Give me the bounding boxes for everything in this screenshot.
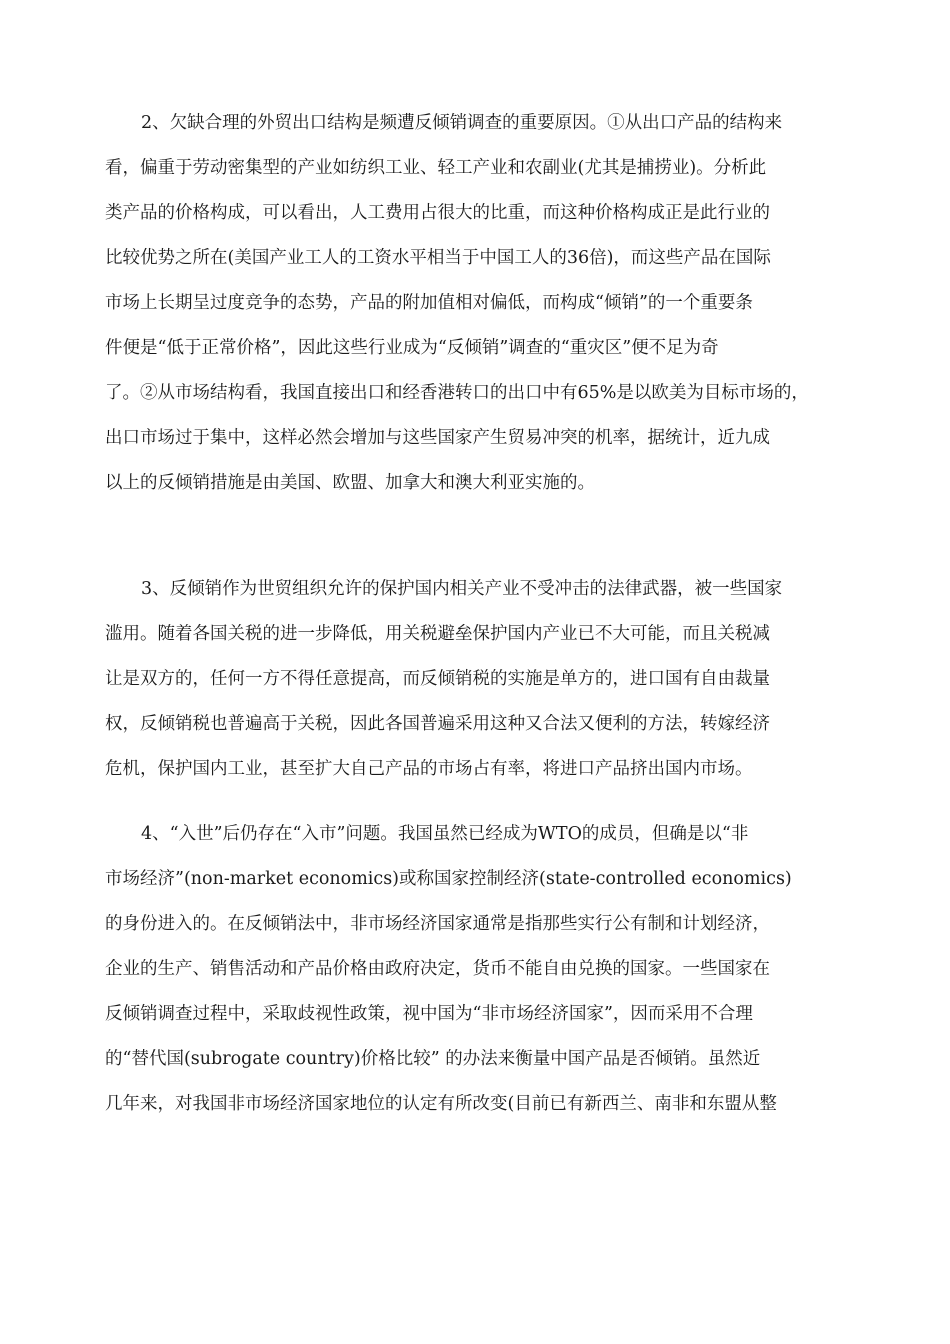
text-line: 的“替代国(subrogate country)价格比较” 的办法来衡量中国产品是否倾销。虽然近 — [105, 1049, 761, 1069]
text-line: 反倾销调查过程中，采取歧视性政策，视中国为“非市场经济国家”，因而采用不合理 — [105, 1004, 753, 1024]
text-line: 4、“入世”后仍存在“入市”问题。我国虽然已经成为WTO的成员，但确是以“非 — [141, 824, 749, 844]
text-line: 滥用。随着各国关税的进一步降低，用关税避垒保护国内产业已不大可能，而且关税减 — [105, 624, 770, 644]
text-line: 了。②从市场结构看，我国直接出口和经香港转口的出口中有65%是以欧美为目标市场的， — [105, 383, 809, 403]
paragraph-market-economy-status — [105, 812, 792, 1127]
text-line: 看，偏重于劳动密集型的产业如纺织工业、轻工产业和农副业(尤其是捕捞业)。分析此 — [105, 158, 767, 178]
text-line: 出口市场过于集中，这样必然会增加与这些国家产生贸易冲突的机率，据统计，近九成 — [105, 428, 770, 448]
text-line: 的身份进入的。在反倾销法中，非市场经济国家通常是指那些实行公有制和计划经济， — [105, 914, 770, 934]
text-line: 2、欠缺合理的外贸出口结构是频遭反倾销调查的重要原因。①从出口产品的结构来 — [141, 113, 783, 133]
text-line: 危机，保护国内工业，甚至扩大自己产品的市场占有率，将进口产品挤出国内市场。 — [105, 759, 753, 779]
text-line: 以上的反倾销措施是由美国、欧盟、加拿大和澳大利亚实施的。 — [105, 473, 595, 493]
text-line: 3、反倾销作为世贸组织允许的保护国内相关产业不受冲击的法律武器，被一些国家 — [141, 579, 783, 599]
text-line: 权，反倾销税也普遍高于关税，因此各国普遍采用这种又合法又便利的方法，转嫁经济 — [105, 714, 770, 734]
text-line: 企业的生产、销售活动和产品价格由政府决定，货币不能自由兑换的国家。一些国家在 — [105, 959, 770, 979]
paragraph-export-structure — [105, 101, 809, 506]
text-line: 几年来，对我国非市场经济国家地位的认定有所改变(目前已有新西兰、南非和东盟从整 — [105, 1094, 777, 1114]
text-line: 市场上长期呈过度竞争的态势，产品的附加值相对偏低，而构成“倾销”的一个重要条 — [105, 293, 753, 313]
paragraph-anti-dumping-abuse — [105, 567, 782, 792]
text-line: 件便是“低于正常价格”，因此这些行业成为“反倾销”调查的“重灾区”便不足为奇 — [105, 338, 719, 358]
text-line: 让是双方的，任何一方不得任意提高，而反倾销税的实施是单方的，进口国有自由裁量 — [105, 669, 770, 689]
text-line: 类产品的价格构成，可以看出，人工费用占很大的比重，而这种价格构成正是此行业的 — [105, 203, 770, 223]
text-line: 比较优势之所在(美国产业工人的工资水平相当于中国工人的36倍)，而这些产品在国际 — [105, 248, 771, 268]
text-line: 市场经济”(non-market economics)或称国家控制经济(state-controlled economics) — [105, 869, 792, 889]
